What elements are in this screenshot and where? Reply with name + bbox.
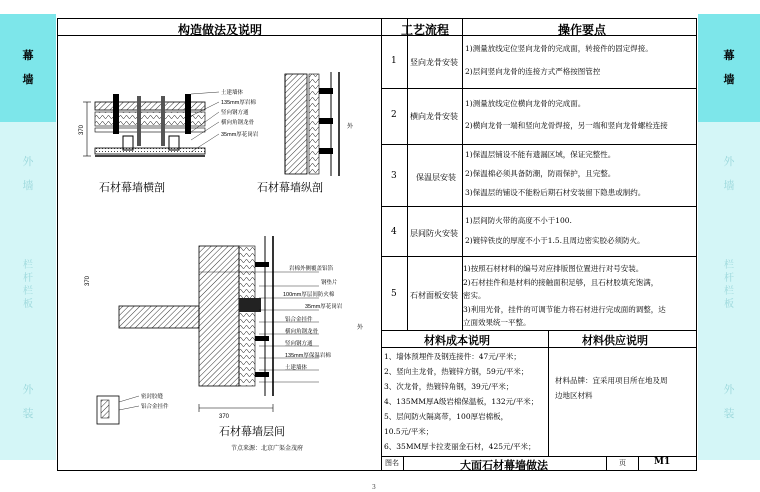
divider <box>381 19 382 471</box>
drawing-label: 35mm厚花岗岩 <box>221 132 259 138</box>
floor-section-title: 石材幕墙层间 <box>219 425 285 438</box>
divider <box>381 206 696 207</box>
drawing-sheet <box>57 18 697 471</box>
step-number: 3 <box>391 171 397 181</box>
side-tab-char: 装 <box>22 407 34 420</box>
dimension-label: 370 <box>85 275 91 286</box>
step-name: 石材面板安装 <box>410 291 458 300</box>
side-tab-char: 装 <box>723 407 735 420</box>
step-number: 5 <box>391 289 397 299</box>
drawing-label: 100mm厚层间防火棉 <box>283 292 335 298</box>
side-tab-char: 墙 <box>723 73 735 86</box>
side-tab-char: 杆 <box>23 273 33 284</box>
cost-item: 4、135MM厚A级岩棉保温板，132元/平米； <box>384 397 539 406</box>
side-tab-char: 板 <box>724 299 734 310</box>
vertical-section-title: 石材幕墙纵剖 <box>257 181 323 194</box>
dimension-label: 370 <box>79 124 85 135</box>
side-tab-char: 杆 <box>724 273 734 284</box>
side-tab-char: 幕 <box>22 49 34 62</box>
drawing-label: 横向角钢龙骨 <box>285 329 319 335</box>
step-point: 1)测量放线定位竖向龙骨的完成面，转接件的固定焊接。 <box>465 44 653 53</box>
step-point: 密实。 <box>463 291 486 300</box>
side-tab-char: 外 <box>22 383 34 396</box>
construction-header: 构造做法及说明 <box>178 23 263 37</box>
side-tab-char: 幕 <box>723 49 735 62</box>
divider <box>381 330 696 331</box>
drawing-label: 铝合金挂件 <box>141 404 169 410</box>
step-point: 2)保温棉必须具备防潮，防雨保护，且完整。 <box>465 169 616 178</box>
side-tab-exterior-wall[interactable] <box>0 122 56 226</box>
outside-label: 外 <box>357 325 364 331</box>
drawing-label: 土建墙体 <box>221 90 244 96</box>
key-points-header: 操作要点 <box>558 23 607 37</box>
left-side-tab <box>0 14 56 460</box>
drawing-label: 135mm厚岩棉 <box>221 100 256 106</box>
drawing-label: 密封胶缝 <box>141 394 164 400</box>
step-point: 1)层间防火带的高度不小于100. <box>465 216 572 225</box>
cost-item: 10.5元/平米； <box>384 427 434 436</box>
supply-text: 边地区材料 <box>555 391 593 400</box>
drawing-name: 大面石材幕墙做法 <box>460 459 548 472</box>
side-tab-char: 墙 <box>22 73 34 86</box>
step-number: 4 <box>391 227 397 237</box>
side-tab-char: 栏 <box>23 260 33 271</box>
supply-header: 材料供应说明 <box>582 334 648 347</box>
page-label: 页 <box>619 459 626 467</box>
side-tab-railing[interactable] <box>0 226 56 344</box>
side-tab-railing[interactable] <box>698 226 760 344</box>
cost-item: 3、次龙骨，热镀锌角钢，39元/平米； <box>384 382 514 391</box>
side-tab-curtain-wall[interactable] <box>698 14 760 122</box>
step-point: 2)横向龙骨一端和竖向龙骨焊接，另一端和竖向龙骨螺栓连接 <box>465 121 668 130</box>
step-point: 2)层间竖向龙骨的连接方式严格按图管控 <box>465 67 601 76</box>
drawing-label: 钢垫片 <box>321 280 338 286</box>
drawing-label: 135mm厚保温岩棉 <box>285 353 331 359</box>
divider <box>638 456 639 471</box>
page-code: M1 <box>654 457 671 467</box>
step-name: 竖向龙骨安装 <box>410 58 458 67</box>
divider <box>407 19 408 330</box>
construction-drawing <box>59 36 381 456</box>
side-tab-curtain-wall[interactable] <box>0 14 56 122</box>
drawing-label: 竖向钢方通 <box>285 341 313 347</box>
step-point: 3)利用光骨，挂件的可调节能力将石材进行完成面的调整，达 <box>463 305 666 314</box>
cost-item: 2、竖向主龙骨，热镀锌方钢，59元/平米； <box>384 367 529 376</box>
step-point: 立面效果统一平整。 <box>463 318 531 327</box>
side-tab-char: 墙 <box>22 179 34 192</box>
source-note: 节点来源：北京广渠金茂府 <box>231 446 304 452</box>
side-tab-char: 栏 <box>724 286 734 297</box>
step-number: 2 <box>391 110 397 120</box>
side-tab-char: 外 <box>723 155 735 168</box>
side-tab-char: 板 <box>23 299 33 310</box>
outside-label: 外 <box>347 124 354 130</box>
side-tab-char: 栏 <box>724 260 734 271</box>
horizontal-section <box>83 92 219 156</box>
drawing-name-label: 图名 <box>385 459 399 467</box>
cost-item: 6、35MM厚卡拉麦丽金石材，425元/平米； <box>384 442 536 451</box>
horizontal-section-title: 石材幕墙横剖 <box>99 181 165 194</box>
side-tab-char: 墙 <box>723 179 735 192</box>
cost-item: 1、墙体预埋件及钢连接件：47元/平米； <box>384 352 521 361</box>
right-side-tab <box>698 14 760 460</box>
supply-text: 材料品牌：宜采用项目所在地及周 <box>555 376 668 385</box>
divider <box>381 144 696 145</box>
step-point: 3)保温层的铺设不能粉后期石材安装留下隐患或制约。 <box>465 188 646 197</box>
divider <box>381 88 696 89</box>
side-tab-char: 外 <box>723 383 735 396</box>
divider <box>403 456 404 471</box>
cost-header: 材料成本说明 <box>424 334 490 347</box>
step-point: 1)按照石材材料的编号对应排版图位置进行对号安装。 <box>463 264 644 273</box>
side-tab-exterior-wall[interactable] <box>698 122 760 226</box>
drawing-label: 土建墙体 <box>285 365 308 371</box>
drawing-label: 岩棉外侧覆盖铝箔 <box>289 266 334 272</box>
divider <box>381 256 696 257</box>
process-header: 工艺流程 <box>401 23 450 37</box>
vertical-section <box>285 72 339 176</box>
step-point: 1)保温层铺设不能有遗漏区域，保证完整性。 <box>465 150 616 159</box>
step-number: 1 <box>391 56 397 66</box>
side-tab-exterior-finish[interactable] <box>0 344 56 460</box>
divider <box>606 456 607 471</box>
side-tab-exterior-finish[interactable] <box>698 344 760 460</box>
drawing-label: 铝合金挂件 <box>285 317 313 323</box>
step-name: 保温层安装 <box>416 173 456 182</box>
step-point: 1)测量放线定位横向龙骨的完成面。 <box>465 99 586 108</box>
step-name: 层间防火安装 <box>410 229 458 238</box>
drawing-label: 横向角钢龙骨 <box>221 120 255 126</box>
drawing-label: 35mm厚花岗岩 <box>305 304 343 310</box>
page-number: 3 <box>372 484 376 491</box>
side-tab-char: 栏 <box>23 286 33 297</box>
step-name: 横向龙骨安装 <box>410 112 458 121</box>
drawing-label: 竖向钢方通 <box>221 110 249 116</box>
step-point: 2)石材挂件和是材料的接触面积足够，且石材胶填充饱满， <box>463 278 659 287</box>
side-tab-char: 外 <box>22 155 34 168</box>
cost-item: 5、层间防火隔离带，100厚岩棉板， <box>384 412 509 421</box>
dimension-label: 370 <box>219 414 230 420</box>
divider <box>548 330 549 456</box>
step-point: 2)镀锌铁皮的厚度不小于1.5.且周边密实胶必须防火。 <box>465 236 645 245</box>
